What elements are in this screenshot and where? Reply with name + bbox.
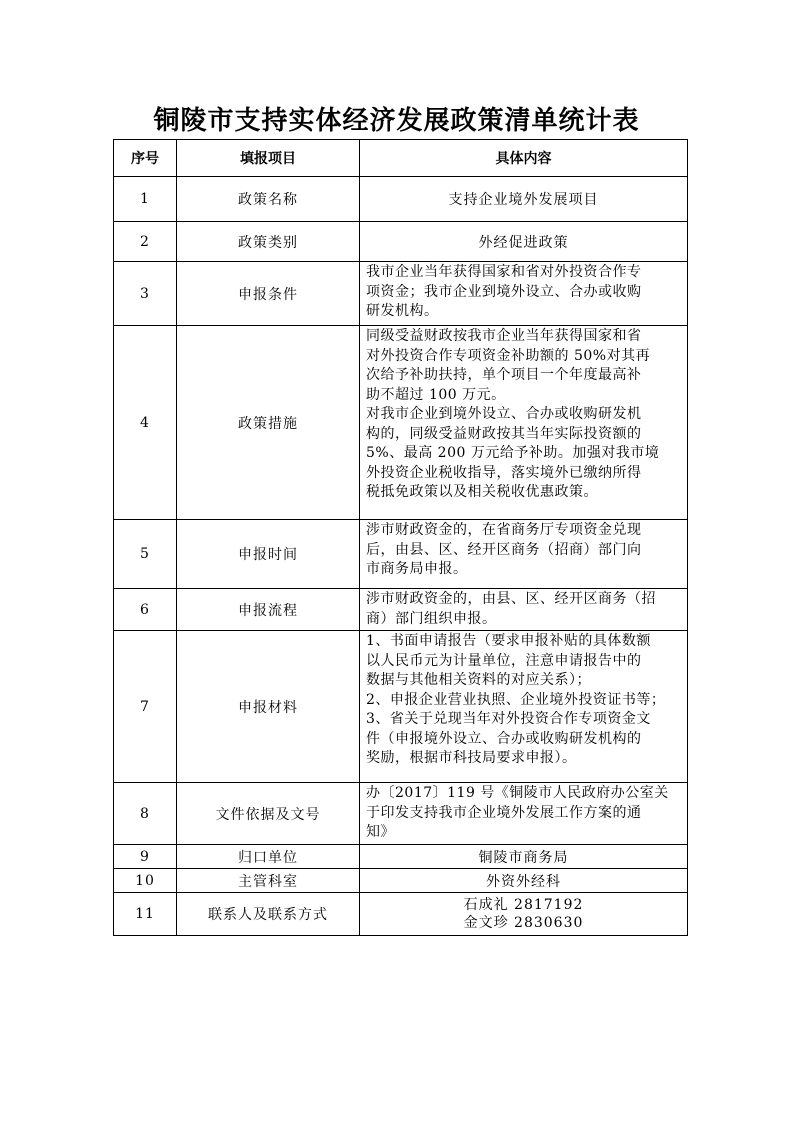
content-line: 涉市财政资金的，在省商务厅专项资金兑现 (366, 522, 642, 538)
row-index: 3 (114, 262, 177, 326)
table-header-row (114, 140, 688, 177)
row-index: 9 (114, 845, 177, 869)
content-line: 2、申报企业营业执照、企业境外投资证书等； (366, 691, 666, 708)
header-item: 填报项目 (177, 140, 360, 177)
content-line: 研发机构。 (366, 303, 439, 319)
row-item: 政策名称 (177, 177, 360, 222)
content-line: 助不超过 100 万元。 (366, 386, 506, 403)
table-row (114, 177, 688, 222)
row-item: 主管科室 (177, 869, 360, 893)
content-line: 税抵免政策以及相关税收优惠政策。 (366, 484, 598, 500)
row-content (360, 893, 688, 936)
row-index: 1 (114, 177, 177, 222)
content-line: 后，由县、区、经开区商务（招商）部门向 (366, 541, 642, 558)
policy-table (113, 139, 688, 936)
contact-line: 金文珍 2830630 (463, 915, 584, 931)
table-row (114, 520, 688, 589)
row-item: 政策措施 (177, 326, 360, 520)
row-content (360, 520, 688, 589)
row-index: 6 (114, 589, 177, 631)
row-item: 政策类别 (177, 222, 360, 262)
content-line: 商）部门组织申报。 (366, 610, 497, 627)
content-line: 办〔2017〕119 号《铜陵市人民政府办公室关 (366, 785, 669, 801)
row-item: 申报流程 (177, 589, 360, 631)
table-row (114, 783, 688, 845)
row-item: 申报时间 (177, 520, 360, 589)
row-content (360, 262, 688, 326)
table-row (114, 631, 688, 783)
content-line: 次给予补助扶持，单个项目一个年度最高补 (366, 367, 642, 383)
row-content (360, 589, 688, 631)
content-line: 对外投资合作专项资金补助额的 50%对其再 (366, 347, 651, 364)
row-content (360, 783, 688, 845)
header-index: 序号 (114, 140, 177, 177)
table-row (114, 845, 688, 869)
content-line: 项资金；我市企业到境外设立、合办或收购 (366, 283, 642, 300)
row-item: 文件依据及文号 (177, 783, 360, 845)
row-item: 申报条件 (177, 262, 360, 326)
page-title: 铜陵市支持实体经济发展政策清单统计表 (153, 106, 640, 136)
content-line: 知》 (366, 824, 395, 840)
row-item: 归口单位 (177, 845, 360, 869)
row-index: 10 (114, 869, 177, 893)
row-item: 申报材料 (177, 631, 360, 783)
row-index: 8 (114, 783, 177, 845)
row-index: 2 (114, 222, 177, 262)
header-content: 具体内容 (360, 140, 688, 177)
content-line: 1、书面申请报告（要求申报补贴的具体数额 (366, 633, 651, 649)
table-row (114, 262, 688, 326)
row-content: 支持企业境外发展项目 (360, 177, 688, 222)
content-line: 对我市企业到境外设立、合办或收购研发机 (366, 406, 642, 422)
content-line: 5%、最高 200 万元给予补助。加强对我市境 (366, 445, 660, 461)
table-row (114, 893, 688, 936)
row-item: 联系人及联系方式 (177, 893, 360, 936)
row-content: 外资外经科 (360, 869, 688, 893)
content-line: 数据与其他相关资料的对应关系）； (366, 672, 591, 688)
row-content (360, 631, 688, 783)
content-line: 同级受益财政按我市企业当年获得国家和省 (366, 328, 642, 344)
content-line: 市商务局申报。 (366, 561, 468, 577)
row-content (360, 326, 688, 520)
contact-line: 石成礼 2817192 (463, 897, 584, 913)
table-row (114, 869, 688, 893)
content-line: 涉市财政资金的，由县、区、经开区商务（招 (366, 591, 656, 607)
row-content: 铜陵市商务局 (360, 845, 688, 869)
content-line: 构的，同级受益财政按其当年实际投资额的 (366, 425, 642, 442)
table-row (114, 589, 688, 631)
row-content: 外经促进政策 (360, 222, 688, 262)
table-row (114, 326, 688, 520)
row-index: 4 (114, 326, 177, 520)
content-line: 件（申报境外设立、合办或收购研发机构的 (366, 730, 642, 747)
row-index: 11 (114, 893, 177, 936)
content-line: 3、省关于兑现当年对外投资合作专项资金文 (366, 711, 651, 727)
content-line: 我市企业当年获得国家和省对外投资合作专 (366, 264, 642, 280)
content-line: 奖励，根据市科技局要求申报）。 (366, 750, 577, 766)
content-line: 于印发支持我市企业境外发展工作方案的通 (366, 804, 642, 821)
content-line: 以人民币元为计量单位，注意申请报告中的 (366, 652, 642, 669)
table-row (114, 222, 688, 262)
row-index: 7 (114, 631, 177, 783)
content-line: 外投资企业税收指导，落实境外已缴纳所得 (366, 464, 642, 481)
row-index: 5 (114, 520, 177, 589)
